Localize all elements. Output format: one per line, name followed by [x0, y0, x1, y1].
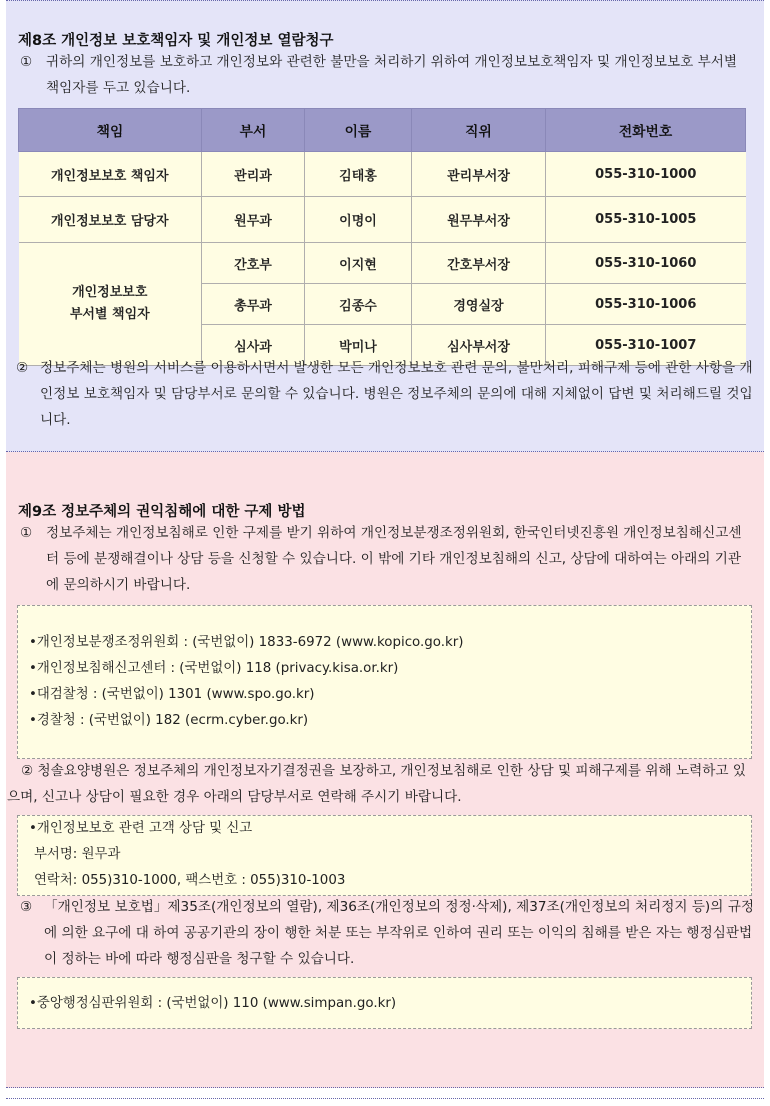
column-header: 직위 [412, 109, 546, 152]
section-9-item-2 [7, 758, 759, 810]
section-8-heading: 제8조 개인정보 보호책임자 및 개인정보 열람청구 [18, 33, 334, 49]
role-cell: 개인정보보호 책임자 [19, 152, 202, 197]
agency-line: •개인정보침해신고센터 : (국번없이) 118 (privacy.kisa.or.kr) [29, 661, 399, 676]
item-number: ① [20, 525, 33, 541]
tribunal-line: •중앙행정심판위원회 : (국번없이) 110 (www.simpan.go.kr) [29, 996, 397, 1011]
bottom-divider [6, 1098, 764, 1099]
item-text: 귀하의 개인정보를 보호하고 개인정보와 관련한 불만을 처리하기 위하여 개인정보보호책임자 및 개인정보보호 부서별 책임자를 두고 있습니다. [46, 54, 737, 96]
tribunal-contact-box [17, 977, 752, 1029]
table-row [19, 243, 746, 284]
agency-line: •경찰청 : (국번없이) 182 (ecrm.cyber.go.kr) [29, 713, 309, 728]
dept-cell: 간호부 [202, 243, 305, 284]
column-header: 전화번호 [546, 109, 746, 152]
agency-line: •대검찰청 : (국번없이) 1301 (www.spo.go.kr) [29, 687, 315, 702]
contact-phone-fax: 연락처: 055)310-1000, 팩스번호 : 055)310-1003 [34, 873, 346, 888]
section-9-item-1 [20, 520, 750, 598]
item-text: 정보주체는 병원의 서비스를 이용하시면서 발생한 모든 개인정보보호 관련 문의, 불만처리, 피해구제 등에 관한 사항을 개인정보 보호책임자 및 담당부서로 문의할 수 있습니다. 병원은 정보주체의 문의에 대해 지체없이 답변 및 처리해드릴 것입니다. [40, 360, 753, 428]
section-9-item-3 [20, 894, 754, 972]
item-number: ③ [20, 899, 33, 915]
item-text: 청솔요양병원은 정보주체의 개인정보자기결정권을 보장하고, 개인정보침해로 인한 상담 및 피해구제를 위해 노력하고 있으며, 신고나 상담이 필요한 경우 아래의 담당부서로 연락해 주시기 바랍니다. [7, 763, 746, 805]
column-header: 책임 [19, 109, 202, 152]
dept-cell: 심사과 [202, 325, 305, 366]
name-cell: 이명이 [305, 197, 412, 243]
name-cell: 박미나 [305, 325, 412, 366]
position-cell: 관리부서장 [412, 152, 546, 197]
phone-cell: 055-310-1005 [546, 197, 746, 243]
dept-cell: 관리과 [202, 152, 305, 197]
table-row [19, 197, 746, 243]
section-8-item-2 [16, 355, 754, 433]
section-9-heading: 제9조 정보주체의 권익침해에 대한 구제 방법 [18, 504, 306, 520]
role-cell: 개인정보보호 담당자 [19, 197, 202, 243]
phone-cell: 055-310-1007 [546, 325, 746, 366]
item-text: 정보주체는 개인정보침해로 인한 구제를 받기 위하여 개인정보분쟁조정위원회, 한국인터넷진흥원 개인정보침해신고센터 등에 분쟁해결이나 상담 등을 신청할 수 있습니다. 이 밖에 기타 개인정보침해의 신고, 상담에 대하여는 아래의 기관에 문의하시기 바랍니다. [46, 525, 742, 593]
column-header: 부서 [202, 109, 305, 152]
item-number: ② [21, 763, 34, 779]
dept-cell: 총무과 [202, 284, 305, 325]
phone-cell: 055-310-1060 [546, 243, 746, 284]
name-cell: 이지현 [305, 243, 412, 284]
position-cell: 심사부서장 [412, 325, 546, 366]
dept-cell: 원무과 [202, 197, 305, 243]
department-contact-box [17, 815, 752, 896]
privacy-officer-table [18, 108, 746, 366]
table-header-row [19, 109, 746, 152]
phone-cell: 055-310-1006 [546, 284, 746, 325]
item-number: ② [16, 360, 29, 376]
position-cell: 원무부서장 [412, 197, 546, 243]
phone-cell: 055-310-1000 [546, 152, 746, 197]
position-cell: 경영실장 [412, 284, 546, 325]
section-8 [6, 0, 764, 452]
section-8-item-1 [20, 49, 750, 101]
position-cell: 간호부서장 [412, 243, 546, 284]
agency-contact-box [17, 605, 752, 759]
item-text: 「개인정보 보호법」제35조(개인정보의 열람), 제36조(개인정보의 정정·삭제), 제37조(개인정보의 처리정지 등)의 규정에 의한 요구에 대 하여 공공기관의 장이 행한 처분 또는 부작위로 인하여 권리 또는 이익의 침해를 받은 자는 행정심판법이 정하는 바에 따라 행정심판을 청구할 수 있습니다. [44, 899, 754, 967]
section-9 [6, 452, 764, 1088]
name-cell: 김태홍 [305, 152, 412, 197]
group-role-cell: 개인정보보호 부서별 책임자 [19, 243, 202, 366]
column-header: 이름 [305, 109, 412, 152]
item-number: ① [20, 54, 33, 70]
name-cell: 김종수 [305, 284, 412, 325]
agency-line: •개인정보분쟁조정위원회 : (국번없이) 1833-6972 (www.kopico.go.kr) [29, 635, 464, 650]
contact-department: 부서명: 원무과 [34, 847, 121, 862]
contact-title: •개인정보보호 관련 고객 상담 및 신고 [29, 821, 253, 836]
table-row [19, 152, 746, 197]
